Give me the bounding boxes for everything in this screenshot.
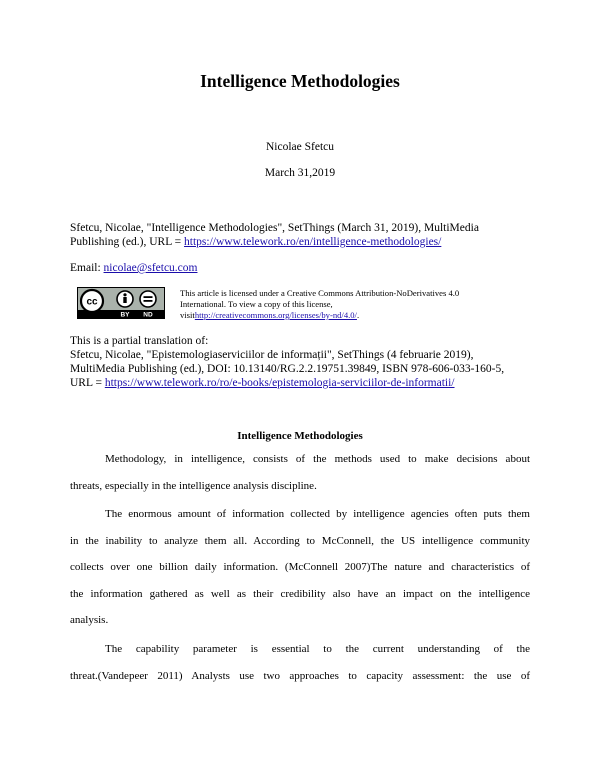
translation-line-1: This is a partial translation of:	[70, 335, 209, 347]
email-link[interactable]: nicolae@sfetcu.com	[103, 262, 198, 274]
license-line-1: This article is licensed under a Creative Commons Attribution-NoDerivatives 4.0	[180, 288, 460, 298]
citation-line-1: Sfetcu, Nicolae, "Intelligence Methodologies", SetThings (March 31, 2019), MultiMedia	[70, 222, 479, 234]
license-link[interactable]: http://creativecommons.org/licenses/by-nd/4.0/	[194, 310, 357, 320]
paragraph-2-line-3: collects over one billion daily information. (McConnell 2007)The nature and characteristics of	[70, 561, 530, 573]
translation-line-4	[70, 376, 532, 390]
author: Nicolae Sfetcu	[265, 141, 334, 153]
cc-license-badge[interactable]	[77, 287, 165, 319]
citation-line-2	[70, 235, 532, 249]
paragraph-1	[70, 446, 530, 499]
license-visit: visit	[180, 310, 195, 320]
translation-note	[70, 334, 532, 390]
citation-url-prefix: Publishing (ed.), URL =	[70, 236, 185, 248]
paragraph-3-line-1: The capability parameter is essential to the current understanding of the	[105, 643, 530, 655]
page-title: Intelligence Methodologies	[200, 71, 400, 91]
date: March 31,2019	[264, 167, 336, 179]
translation-line-2: Sfetcu, Nicolae, "Epistemologiaserviciilor de informații", SetThings (4 februarie 2019),	[70, 349, 474, 361]
paragraph-3-line-2: threat.(Vandepeer 2011) Analysts use two approaches to capacity assessment: the use of	[70, 669, 530, 682]
license-period: .	[356, 310, 360, 320]
paragraph-1-line-2: threats, especially in the intelligence analysis discipline.	[70, 479, 317, 492]
paragraph-2-line-5: analysis.	[70, 614, 109, 626]
translation-line-3: MultiMedia Publishing (ed.), DOI: 10.13140/RG.2.2.19751.39849, ISBN 978-606-033-160-5,	[70, 363, 505, 375]
paragraph-2	[70, 501, 530, 634]
badge-nd-label: ND	[143, 311, 153, 318]
paragraph-2-line-2: in the inability to analyze them all. According to McConnell, the US intelligence community	[70, 534, 530, 547]
license-line-3	[180, 310, 520, 321]
section-heading: Intelligence Methodologies	[237, 430, 363, 442]
license-line-2: International. To view a copy of this license,	[180, 299, 333, 309]
paragraph-2-line-4: the information gathered as well as their credibility also have an impact on the intelligence	[70, 587, 530, 600]
no-derivatives-icon	[140, 291, 156, 307]
paragraph-3	[70, 636, 530, 689]
translation-link[interactable]: https://www.telework.ro/ro/e-books/epistemologia-serviciilor-de-informatii/	[104, 377, 455, 389]
paragraph-1-line-1: Methodology, in intelligence, consists of the methods used to make decisions about	[105, 453, 530, 465]
email-line	[70, 261, 532, 275]
paragraph-2-line-1: The enormous amount of information collected by intelligence agencies often puts them	[105, 508, 530, 520]
license-notice	[180, 288, 520, 321]
translation-url-prefix: URL =	[70, 377, 105, 389]
citation	[70, 221, 532, 249]
badge-cc-label: cc	[86, 296, 98, 308]
citation-link[interactable]: https://www.telework.ro/en/intelligence-methodologies/	[184, 236, 442, 248]
badge-by-label: BY	[120, 311, 130, 318]
email-label: Email:	[70, 262, 104, 274]
